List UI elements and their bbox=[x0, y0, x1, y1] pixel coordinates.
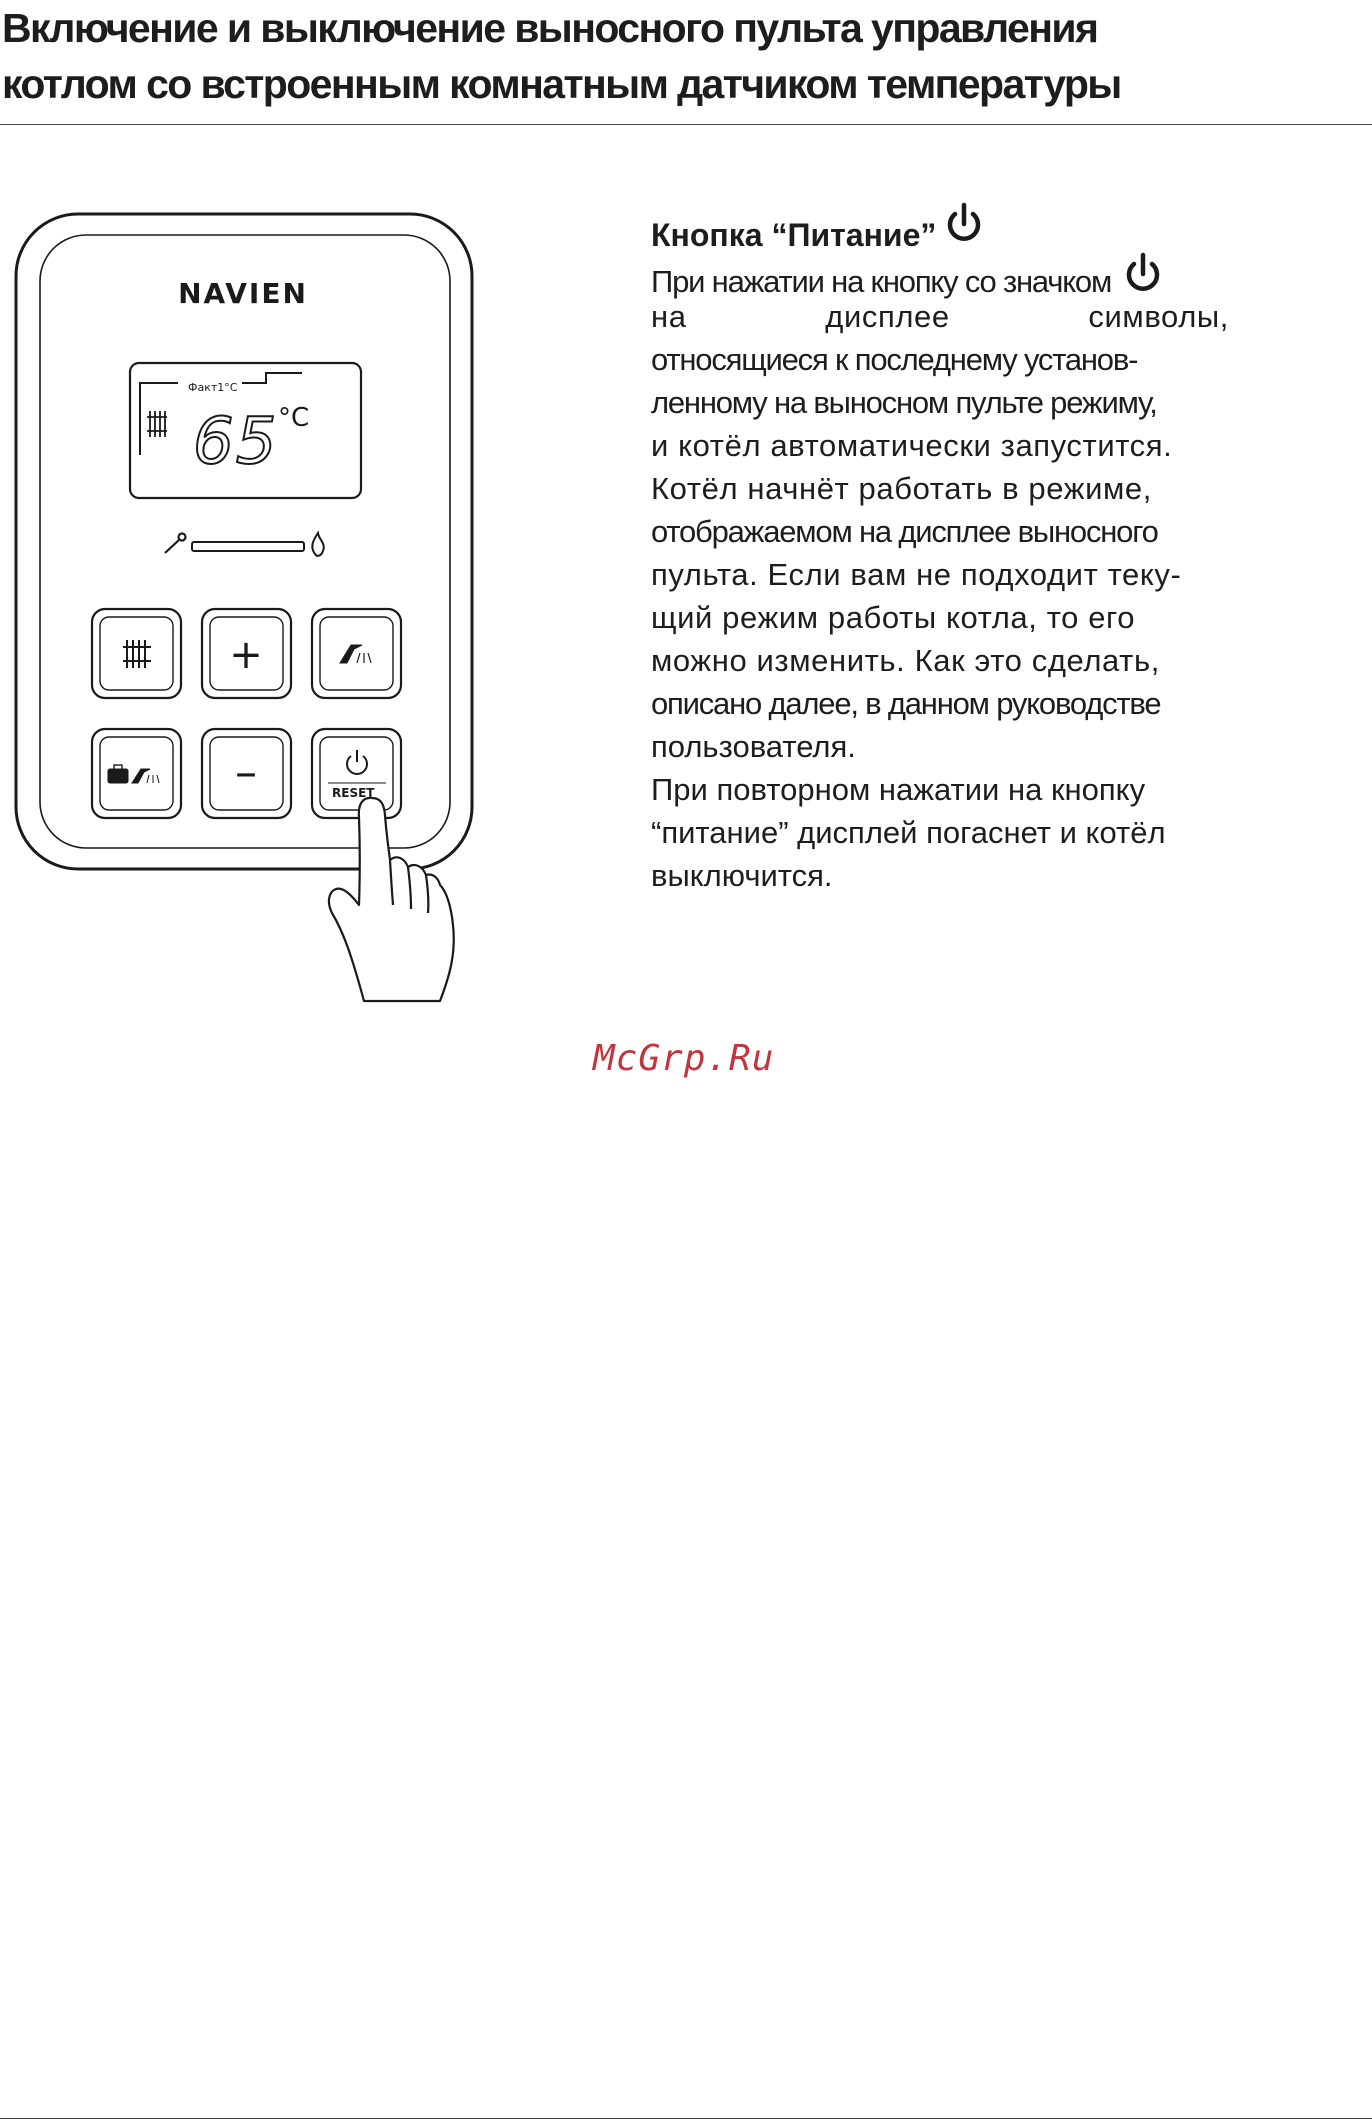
footer-divider bbox=[0, 2118, 1372, 2119]
paragraph-line: ленному на выносном пульте режиму, bbox=[651, 385, 1157, 420]
inline-power-icon bbox=[1123, 252, 1163, 296]
minus-label: – bbox=[235, 747, 257, 798]
tap-icon bbox=[340, 645, 371, 663]
section-title-text: Кнопка “Питание” bbox=[651, 217, 937, 253]
line-text-1: При нажатии на кнопку со значком bbox=[651, 264, 1112, 299]
paragraph-line: Котёл начнёт работать в режиме, bbox=[651, 471, 1152, 506]
paragraph-line bbox=[651, 252, 1229, 299]
paragraph-line: При повторном нажатии на кнопку bbox=[651, 772, 1146, 807]
paragraph-line: выключится. bbox=[651, 858, 833, 893]
reset-label: RESET bbox=[332, 786, 375, 800]
paragraph-line: и котёл автоматически запустится. bbox=[651, 428, 1173, 463]
page-title-line-1: Включение и выключение выносного пульта управления bbox=[2, 5, 1098, 51]
header-divider bbox=[0, 124, 1372, 125]
paragraph-line: пульта. Если вам не подходит теку- bbox=[651, 557, 1182, 592]
page-title bbox=[2, 0, 1362, 112]
paragraph-line: отображаемом на дисплее выносного bbox=[651, 514, 1158, 549]
watermark: McGrp.Ru bbox=[593, 1038, 775, 1079]
hot-water-button[interactable] bbox=[312, 609, 401, 698]
display-temperature-value: 65 bbox=[193, 405, 279, 479]
minus-button[interactable] bbox=[202, 729, 291, 818]
instruction-text bbox=[651, 202, 1229, 897]
plus-button[interactable] bbox=[202, 609, 291, 698]
section-title bbox=[651, 202, 1229, 252]
brand-logo: NAVIEN bbox=[178, 277, 308, 310]
heating-mode-button[interactable] bbox=[92, 609, 181, 698]
power-icon bbox=[945, 202, 983, 246]
display-mode-label: Факт1°C bbox=[188, 381, 238, 394]
wrench-icon bbox=[165, 534, 186, 554]
button-power-icon bbox=[347, 750, 367, 774]
display-radiator-icon bbox=[147, 411, 167, 437]
briefcase-icon bbox=[108, 765, 128, 783]
remote-control-illustration bbox=[10, 205, 480, 1005]
power-reset-button[interactable] bbox=[312, 729, 401, 818]
paragraph-line: пользователя. bbox=[651, 729, 856, 764]
level-indicator-bar bbox=[192, 542, 304, 551]
display-temperature-unit: °C bbox=[278, 403, 310, 433]
away-mode-button[interactable] bbox=[92, 729, 181, 818]
paragraph-line: на дисплее символы, bbox=[651, 299, 1229, 334]
paragraph-line: щий режим работы котла, то его bbox=[651, 600, 1136, 635]
hand-icon bbox=[329, 798, 454, 1001]
tap-icon-small bbox=[132, 769, 159, 783]
paragraph-line: “питание” дисплей погаснет и котёл bbox=[651, 815, 1166, 850]
paragraph-line: можно изменить. Как это сделать, bbox=[651, 643, 1160, 678]
plus-label: + bbox=[229, 632, 263, 678]
flame-icon bbox=[312, 533, 323, 556]
radiator-icon bbox=[123, 640, 151, 668]
paragraph-line: относящиеся к последнему установ- bbox=[651, 342, 1138, 377]
paragraph-line: описано далее, в данном руководстве bbox=[651, 686, 1161, 721]
page-title-line-2: котлом со встроенным комнатным датчиком температуры bbox=[2, 61, 1121, 107]
